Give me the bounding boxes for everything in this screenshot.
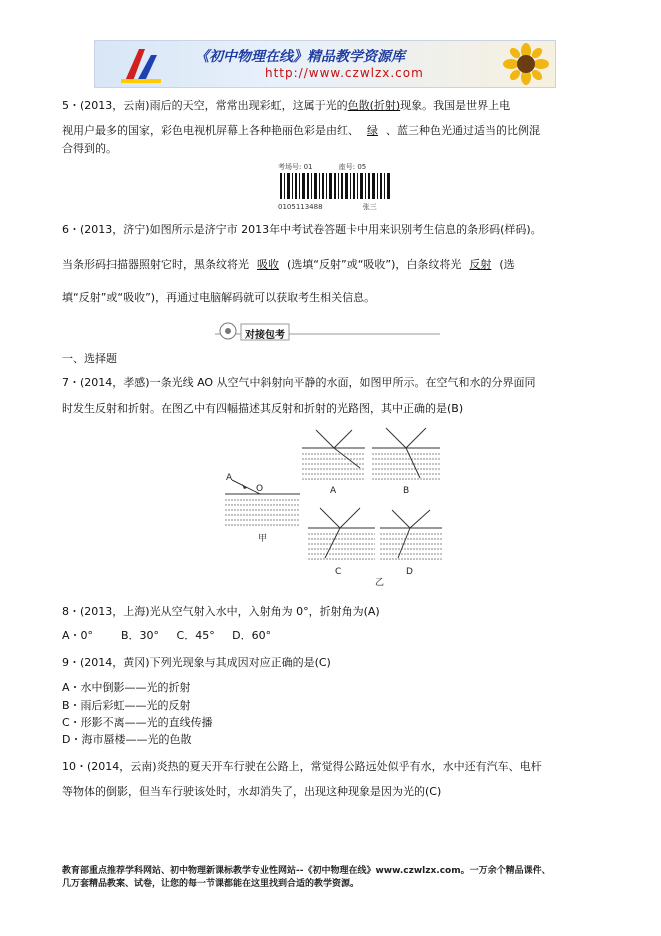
- header-banner: [94, 40, 556, 88]
- q8-options: A・0° B．30° C．45° D．60°: [62, 629, 272, 642]
- q9-stem: 9・(2014，黄冈)下列光现象与其成因对应正确的是(C): [62, 656, 331, 669]
- q9-option-c: C・形影不离——光的直线传播: [62, 716, 213, 729]
- q5-text: 5・(2013，云南)雨后的天空，常常出现彩虹，这属于光的: [62, 99, 348, 112]
- banner-title: 《初中物理在线》精品教学资源库: [195, 49, 405, 65]
- q7-line2: 时发生反射和折射。在图乙中有四幅描述其反射和折射的光路图，其中正确的是(B): [62, 402, 464, 415]
- section-header: [215, 322, 440, 342]
- q8-stem: 8・(2013，上海)光从空气射入水中，入射角为 0°，折射角为(A): [62, 605, 380, 618]
- q10-line2: 等物体的倒影，但当车行驶该处时，水却消失了，出现这种现象是因为光的(C): [62, 785, 442, 798]
- fig-label-a: A: [330, 486, 337, 496]
- q5-line2: [62, 124, 540, 138]
- section-part: 一、选择题: [62, 352, 117, 365]
- barcode-exam-room: 考场号: 01: [278, 163, 313, 171]
- fig-point-a: A: [226, 473, 233, 483]
- q7-line1: 7・(2014，孝感)一条光线 AO 从空气中斜射向平静的水面，如图甲所示。在空气和水的分界面同: [62, 376, 536, 389]
- barcode-figure: [278, 162, 394, 212]
- q6-text: 当条形码扫描器照射它时，黑条纹将光: [62, 258, 249, 271]
- footer-line1: 教育部重点推荐学科网站、初中物理新课标教学专业性网站--《初中物理在线》www.czwlzx.com。一万余个精品课件、: [62, 866, 551, 876]
- barcode-name: 张三: [362, 203, 377, 211]
- q9-option-a: A・水中倒影——光的折射: [62, 681, 191, 694]
- fig-label-d: D: [406, 567, 413, 577]
- barcode-footer: [278, 202, 394, 212]
- q5-answer-2: 绿: [367, 124, 378, 137]
- logo-icon: [113, 45, 173, 85]
- q5-answer-1: 色散(折射): [347, 99, 401, 112]
- figure-jia: [225, 473, 300, 544]
- footer-line2: 几万套精品教案、试卷，让您的每一节课都能在这里找到合适的教学资源。: [62, 879, 360, 889]
- barcode-seat: 座号: 05: [338, 163, 367, 171]
- fig-label-yi: 乙: [375, 578, 385, 588]
- sunflower-icon: [503, 43, 549, 85]
- banner-url: http://www.czwlzx.com: [265, 66, 424, 80]
- q5-text: 视用户最多的国家，彩色电视机屏幕上各种艳丽色彩是由红、: [62, 124, 359, 137]
- q5-line1: [62, 99, 510, 113]
- q6-answer-2: 反射: [469, 258, 492, 271]
- light-path-figure: [220, 418, 445, 588]
- section-title: 对接包考: [245, 330, 285, 341]
- q6-line1: 6・(2013，济宁)如图所示是济宁市 2013年中考试卷答题卡中用来识别考生信息的条形码(样码)。: [62, 223, 542, 236]
- figure-option-d: [380, 510, 442, 577]
- barcode-bars: [278, 173, 394, 199]
- barcode-header: [278, 162, 394, 172]
- q6-line2: [62, 258, 515, 272]
- figure-option-b: [372, 428, 440, 496]
- figure-option-a: [302, 430, 365, 496]
- barcode-number: 0105113488: [278, 203, 323, 211]
- q5-line3: 合得到的。: [62, 142, 117, 155]
- fig-label-c: C: [335, 567, 342, 577]
- q9-option-d: D・海市蜃楼——光的色散: [62, 733, 192, 746]
- q5-text: 现象。我国是世界上电: [400, 99, 511, 112]
- q5-text: 、蓝三种色光通过适当的比例混: [386, 124, 540, 137]
- q6-answer-1: 吸收: [257, 258, 279, 271]
- figure-option-c: [308, 508, 375, 577]
- fig-label-jia: 甲: [258, 534, 268, 544]
- q9-option-b: B・雨后彩虹——光的反射: [62, 699, 191, 712]
- q6-text: (选: [499, 258, 515, 271]
- fig-point-o: O: [256, 484, 264, 494]
- q10-line1: 10・(2014，云南)炎热的夏天开车行驶在公路上，常觉得公路远处似乎有水，水中还有汽车、电杆: [62, 760, 542, 773]
- q6-text: (选填“反射”或“吸收”)，白条纹将光: [287, 258, 462, 271]
- q6-line3: 填“反射”或“吸收”)，再通过电脑解码就可以获取考生相关信息。: [62, 291, 376, 304]
- fig-label-b: B: [403, 486, 410, 496]
